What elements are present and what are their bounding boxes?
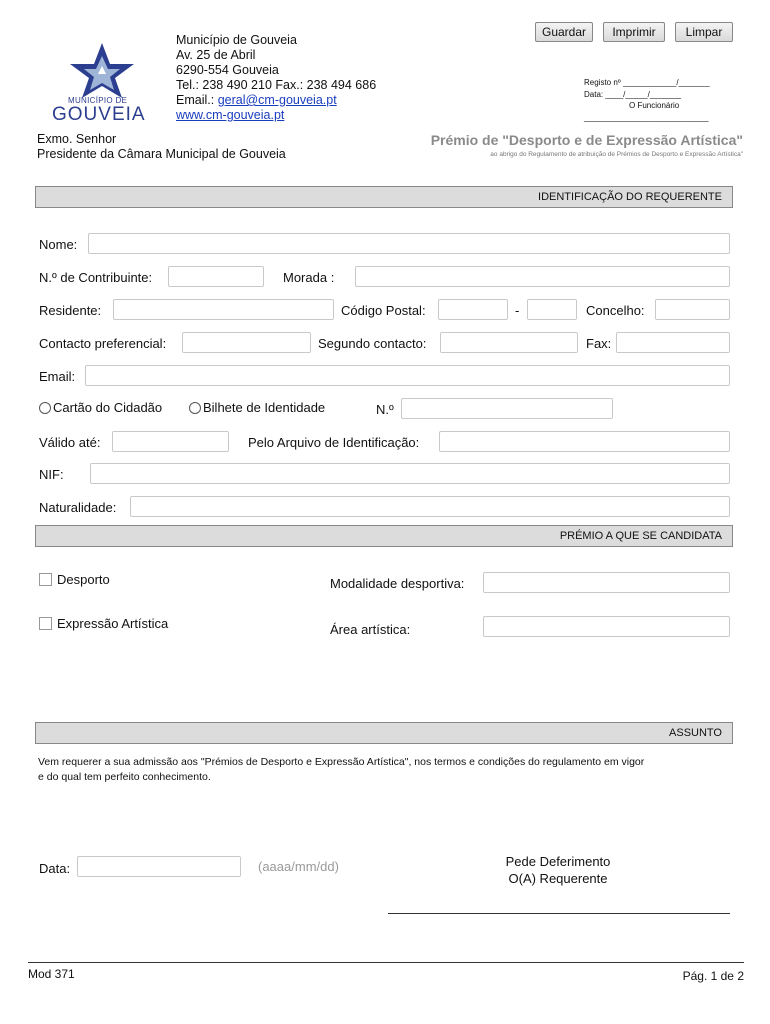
arquivo-input[interactable] [439,431,730,452]
postal-code-prefix-input[interactable] [438,299,508,320]
label-segundo-contacto: Segundo contacto: [318,336,427,351]
label-expressao: Expressão Artística [57,616,169,631]
label-residente: Residente: [39,303,102,318]
label-desporto: Desporto [57,572,110,587]
label-morada: Morada : [283,270,335,285]
residente-input[interactable] [113,299,334,320]
municipality-logo [52,40,146,126]
form-title: Prémio de "Desporto e de Expressão Artística" [430,132,743,148]
address-line2: 6290-554 Gouveia [176,63,279,77]
registry-date: Data: ____/_____/_______ [584,90,681,99]
nome-input[interactable] [88,233,730,254]
valido-ate-input[interactable] [112,431,229,452]
postal-code-suffix-input[interactable] [527,299,577,320]
section-prize: PRÉMIO A QUE SE CANDIDATA [35,525,733,547]
registry-signature-line: ____________________________ [584,113,709,122]
expressao-checkbox[interactable] [39,617,52,630]
label-naturalidade: Naturalidade: [39,500,117,515]
addressee-line1: Exmo. Senhor [37,132,117,146]
pede-deferimento: Pede Deferimento [505,854,611,869]
postal-code-dash: - [515,303,520,318]
label-contribuinte: N.º de Contribuinte: [39,270,153,285]
footer-page-number: Pág. 1 de 2 [682,969,744,983]
section-subject: ASSUNTO [35,722,733,744]
logo-subtitle: MUNICÍPIO DE [68,96,128,105]
address-line1: Av. 25 de Abril [176,48,256,62]
label-area-artistica: Área artística: [330,622,411,637]
email-link[interactable]: geral@cm-gouveia.pt [217,93,337,107]
label-nif: NIF: [39,467,64,482]
contacto-preferencial-input[interactable] [182,332,311,353]
radio-icon[interactable] [39,402,51,414]
email-input[interactable] [85,365,730,386]
modalidade-input[interactable] [483,572,730,593]
clear-button[interactable]: Limpar [675,22,733,42]
label-numero-documento: N.º [376,402,394,417]
org-name: Município de Gouveia [176,33,297,47]
radio-bilhete-identidade[interactable] [189,400,325,415]
footer-divider [28,962,744,963]
numero-documento-input[interactable] [401,398,613,419]
addressee [37,132,286,162]
nif-input[interactable] [90,463,730,484]
label-arquivo: Pelo Arquivo de Identificação: [248,435,420,450]
star-logo-icon [62,40,142,100]
subject-text [38,755,644,785]
section-identification: IDENTIFICAÇÃO DO REQUERENTE [35,186,733,208]
data-input[interactable] [77,856,241,877]
label-email: Email: [39,369,76,384]
morada-input[interactable] [355,266,730,287]
concelho-input[interactable] [655,299,730,320]
label-modalidade: Modalidade desportiva: [330,576,465,591]
area-artistica-input[interactable] [483,616,730,637]
subject-text-line1: Vem requerer a sua admissão aos "Prémios de Desporto e Expressão Artística", nos termos e condições do regulamento em vigor [38,756,645,768]
label-cartao: Cartão do Cidadão [53,400,163,415]
radio-icon[interactable] [189,402,201,414]
addressee-line2: Presidente da Câmara Municipal de Gouveia [37,147,286,161]
segundo-contacto-input[interactable] [440,332,578,353]
naturalidade-input[interactable] [130,496,730,517]
label-fax: Fax: [586,336,612,351]
label-concelho: Concelho: [586,303,645,318]
label-codigo-postal: Código Postal: [341,303,426,318]
signature-line [388,913,730,914]
print-button[interactable]: Imprimir [603,22,665,42]
website-link[interactable]: www.cm-gouveia.pt [176,108,285,122]
header-address [176,33,376,123]
footer-form-code: Mod 371 [28,967,75,981]
desporto-checkbox[interactable] [39,573,52,586]
email-line [176,93,376,108]
label-bilhete: Bilhete de Identidade [203,400,326,415]
phone-line: Tel.: 238 490 210 Fax.: 238 494 686 [176,78,377,92]
radio-cartao-cidadao[interactable] [39,400,162,415]
contribuinte-input[interactable] [168,266,264,287]
label-valido-ate: Válido até: [39,435,101,450]
requerente-label: O(A) Requerente [508,871,608,886]
form-subtitle: ao abrigo do Regulamento de atribuição de Prémios de Desporto e Expressão Artística" [490,151,743,158]
date-format-hint: (aaaa/mm/dd) [258,859,339,874]
logo-title: GOUVEIA [52,104,146,125]
subject-text-line2: e do qual tem perfeito conhecimento. [38,771,211,783]
label-nome: Nome: [39,237,78,252]
label-data: Data: [39,861,71,876]
fax-input[interactable] [616,332,730,353]
registry-official: O Funcionário [629,101,680,110]
label-contacto-preferencial: Contacto preferencial: [39,336,167,351]
email-label: Email.: [176,93,215,107]
save-button[interactable]: Guardar [535,22,593,42]
registry-number: Registo nº ____________/_______ [584,78,710,87]
